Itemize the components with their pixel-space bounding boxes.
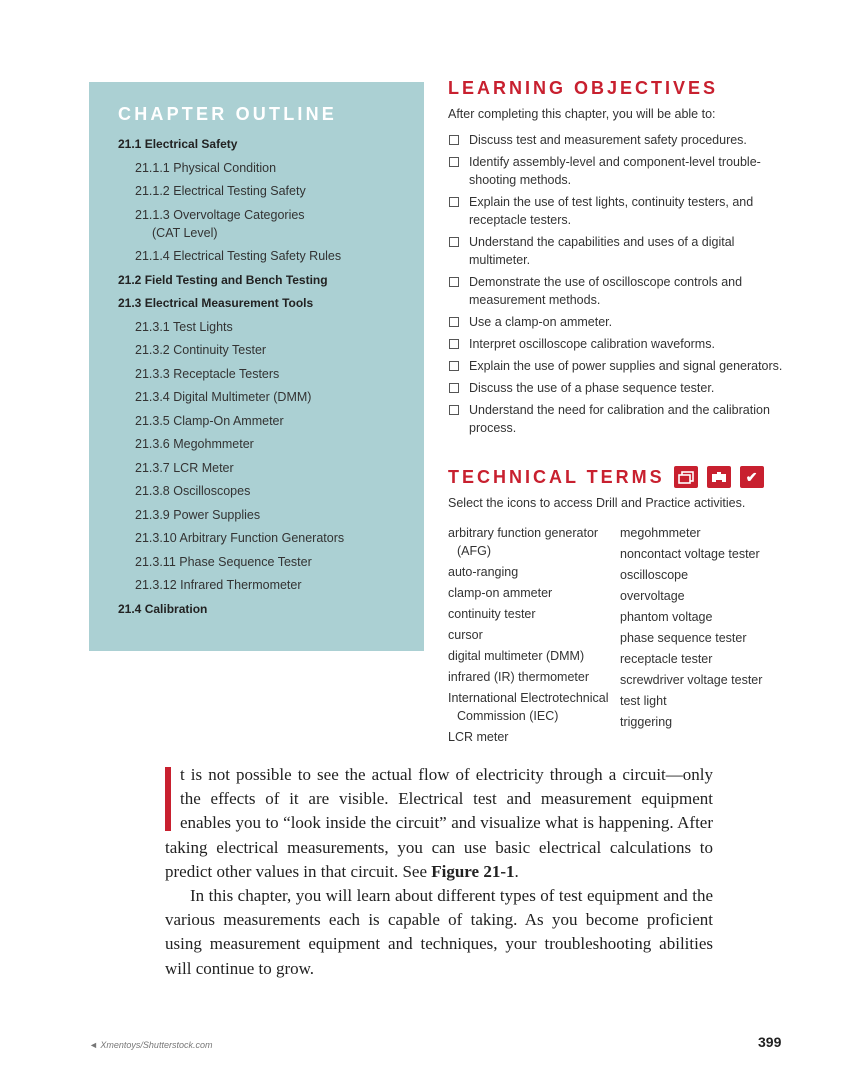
terms-intro: Select the icons to access Drill and Practice activities. <box>448 496 746 510</box>
term-text: auto-ranging <box>448 565 519 579</box>
checkbox-icon <box>449 135 459 145</box>
outline-item-label: 21.3.1 Test Lights <box>135 319 233 334</box>
checkbox-icon <box>449 383 459 393</box>
term-text: Commission (IEC) <box>457 709 559 723</box>
outline-item-label: 21.2 Field Testing and Bench Testing <box>118 272 328 287</box>
objective-item <box>448 131 798 149</box>
term-item[interactable]: triggering <box>620 715 673 729</box>
outline-item-label: 21.1.2 Electrical Testing Safety <box>135 184 306 198</box>
outline-item-label: 21.3.3 Receptacle Testers <box>135 366 280 381</box>
term-item[interactable]: phantom voltage <box>620 610 713 624</box>
term-item[interactable]: receptacle tester <box>620 652 713 666</box>
outline-item <box>118 365 424 383</box>
learning-objectives <box>448 78 798 441</box>
technical-terms <box>448 466 828 749</box>
outline-item <box>118 529 424 547</box>
objective-item <box>448 193 798 229</box>
outline-item <box>118 553 424 571</box>
paragraph-1-end: . <box>514 861 519 881</box>
objective-text: Understand the capabilities and uses of a digital multimeter. <box>469 235 735 267</box>
checkbox-icon <box>449 405 459 415</box>
outline-item <box>118 482 424 500</box>
objective-item <box>448 401 798 437</box>
outline-item-label: 21.3.9 Power Supplies <box>135 507 261 522</box>
body-text <box>165 763 713 981</box>
outline-item <box>118 576 424 594</box>
objective-item <box>448 273 798 309</box>
checkbox-icon <box>449 157 459 167</box>
term-item[interactable] <box>448 626 620 644</box>
term-text: International Electrotechnical <box>448 691 609 705</box>
outline-item-label: 21.3.6 Megohmmeter <box>135 437 254 451</box>
objective-text: Understand the need for calibration and the calibration process. <box>469 403 770 435</box>
term-text: continuity tester <box>448 607 536 621</box>
term-item[interactable] <box>448 563 620 581</box>
checkbox-icon <box>449 317 459 327</box>
outline-item-label: 21.1 Electrical Safety <box>118 137 238 151</box>
outline-item-label: 21.3.4 Digital Multimeter (DMM) <box>135 390 312 404</box>
objective-text: Explain the use of test lights, continuity testers, and receptacle testers. <box>469 195 754 227</box>
objective-text: Interpret oscilloscope calibration waveforms. <box>469 337 715 351</box>
outline-item-label: 21.1.4 Electrical Testing Safety Rules <box>135 249 342 263</box>
term-item[interactable]: phase sequence tester <box>620 631 747 645</box>
outline-item <box>118 459 424 477</box>
term-item[interactable]: oscilloscope <box>620 568 689 582</box>
term-text: digital multimeter (DMM) <box>448 649 585 663</box>
photo-credit: ◄ Xmentoys/Shutterstock.com <box>89 1040 213 1050</box>
checkbox-icon <box>449 339 459 349</box>
term-text: cursor <box>448 628 483 642</box>
outline-item-label: 21.3.5 Clamp-On Ammeter <box>135 413 284 428</box>
objective-text: Explain the use of power supplies and signal generators. <box>469 359 783 373</box>
objective-item <box>448 357 798 375</box>
flashcards-icon[interactable] <box>674 466 698 488</box>
term-item[interactable] <box>448 728 620 746</box>
objective-item <box>448 379 798 397</box>
objective-text: Demonstrate the use of oscilloscope controls and measurement methods. <box>469 275 743 307</box>
paragraph-2: In this chapter, you will learn about different types of test equipment and the various measurements each is capable of taking. As you become proficient using measurement equipment and techniques, your troubleshooting abilities will continue to grow. <box>165 886 713 978</box>
outline-item <box>118 388 424 406</box>
term-item[interactable] <box>448 647 620 665</box>
learning-objectives-title: LEARNING OBJECTIVES <box>448 78 719 98</box>
figure-reference[interactable]: Figure 21-1 <box>431 861 515 881</box>
outline-item-label-cont: (CAT Level) <box>152 225 218 240</box>
checkbox-icon <box>449 361 459 371</box>
objectives-intro: After completing this chapter, you will be able to: <box>448 107 716 121</box>
drop-cap <box>165 767 171 831</box>
term-item[interactable]: test light <box>620 694 667 708</box>
objective-text: Identify assembly-level and component-level trouble-shooting methods. <box>469 155 761 187</box>
outline-item-label: 21.3.2 Continuity Tester <box>135 343 267 357</box>
outline-item <box>118 247 424 265</box>
outline-item <box>118 506 424 524</box>
outline-item <box>118 135 424 153</box>
term-item[interactable] <box>448 668 620 686</box>
term-item[interactable]: noncontact voltage tester <box>620 547 760 561</box>
outline-item <box>118 600 424 618</box>
outline-item-label: 21.3.8 Oscilloscopes <box>135 484 251 498</box>
term-item[interactable]: screwdriver voltage tester <box>620 673 763 687</box>
outline-item <box>118 271 424 289</box>
objective-item <box>448 153 798 189</box>
objective-item <box>448 313 798 331</box>
checkbox-icon <box>449 197 459 207</box>
outline-item-label: 21.3.7 LCR Meter <box>135 460 234 475</box>
outline-item <box>118 412 424 430</box>
technical-terms-title: TECHNICAL TERMS <box>448 466 665 487</box>
outline-item-label: 21.3.10 Arbitrary Function Generators <box>135 531 345 545</box>
outline-item <box>118 206 424 242</box>
term-item[interactable] <box>448 605 620 623</box>
term-text: clamp-on ammeter <box>448 586 553 600</box>
term-text: LCR meter <box>448 730 509 744</box>
outline-item <box>118 341 424 359</box>
objective-item <box>448 335 798 353</box>
chapter-outline-title: CHAPTER OUTLINE <box>118 104 337 124</box>
objective-text: Use a clamp-on ammeter. <box>469 315 613 329</box>
page-number: 399 <box>758 1034 782 1050</box>
outline-item <box>118 159 424 177</box>
term-text: (AFG) <box>457 544 492 558</box>
objective-text: Discuss test and measurement safety procedures. <box>469 133 747 147</box>
matching-icon[interactable] <box>707 466 731 488</box>
outline-item <box>118 435 424 453</box>
outline-item <box>118 182 424 200</box>
term-item[interactable]: megohmmeter <box>620 526 701 540</box>
outline-item-label: 21.3.11 Phase Sequence Tester <box>135 554 312 569</box>
paragraph-1-text: t is not possible to see the actual flow of electricity through a circuit—only the effects of it are visible. Electrical test and measurement equipment enables you to “look inside the circuit” and visualize what is happening. After taking electrical measurements, you can use basic electrical calculations to predict other values in that circuit. See <box>165 765 713 881</box>
objective-text: Discuss the use of a phase sequence tester. <box>469 381 715 395</box>
outline-item-label: 21.3.12 Infrared Thermometer <box>135 578 302 592</box>
checkbox-icon <box>449 237 459 247</box>
chapter-outline <box>89 82 424 651</box>
outline-item-label: 21.1.1 Physical Condition <box>135 160 277 175</box>
term-text: infrared (IR) thermometer <box>448 670 590 684</box>
term-item[interactable] <box>448 584 620 602</box>
term-item[interactable] <box>448 524 620 560</box>
checkbox-icon <box>449 277 459 287</box>
paragraph-1 <box>165 763 713 884</box>
term-item[interactable]: overvoltage <box>620 589 685 603</box>
outline-item <box>118 294 424 312</box>
term-item[interactable] <box>448 689 620 725</box>
term-text: arbitrary function generator <box>448 526 599 540</box>
quiz-icon[interactable]: ✔ <box>740 466 764 488</box>
outline-item-label: 21.1.3 Overvoltage Categories <box>135 207 305 222</box>
outline-item-label: 21.3 Electrical Measurement Tools <box>118 296 314 310</box>
outline-item-label: 21.4 Calibration <box>118 601 208 616</box>
outline-item <box>118 318 424 336</box>
objective-item <box>448 233 798 269</box>
